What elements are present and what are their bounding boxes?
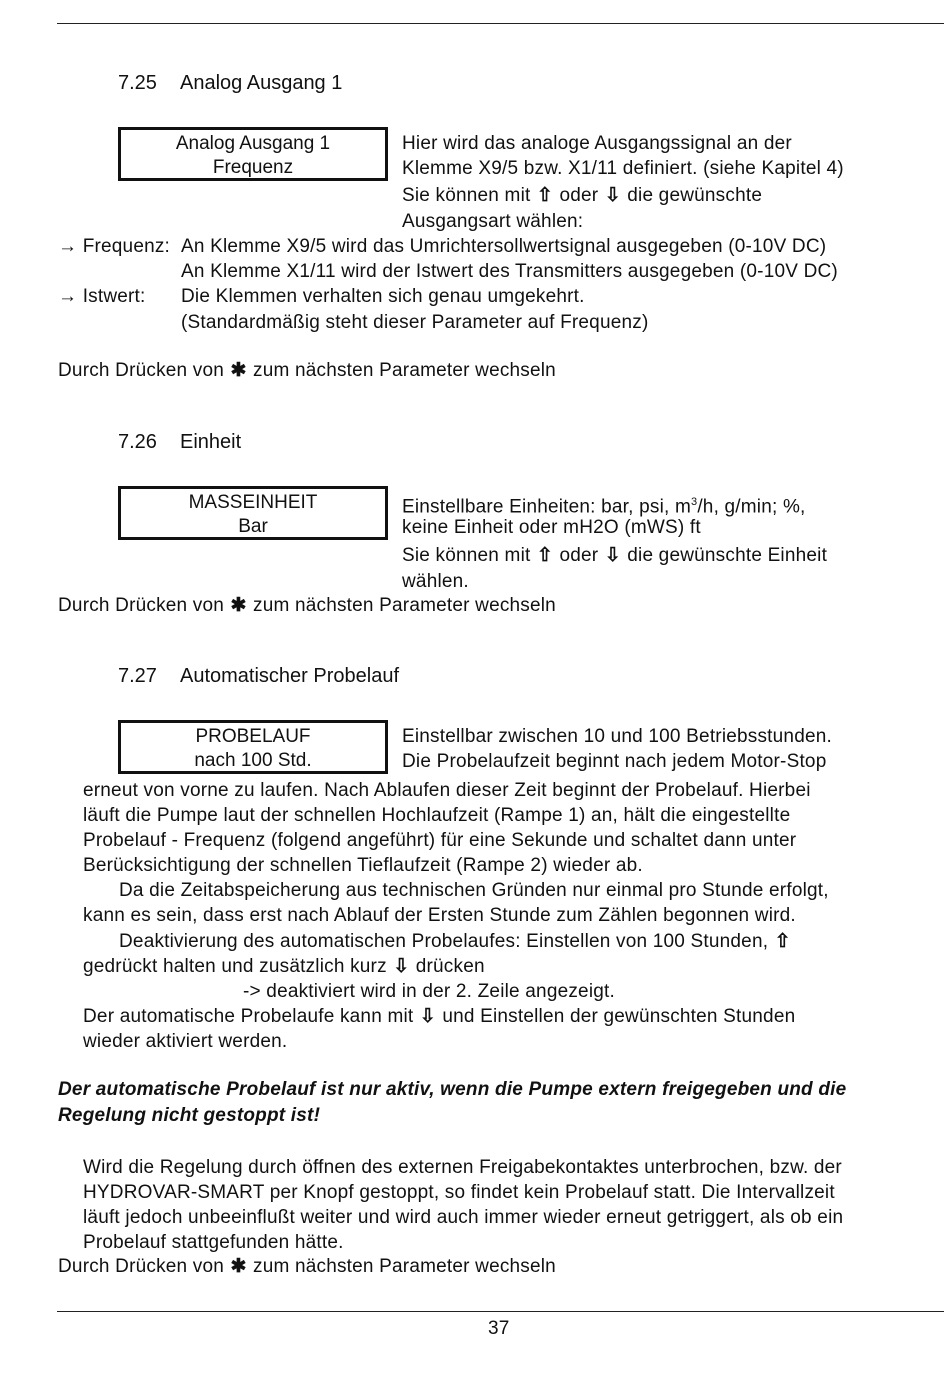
section-number: 7.25 xyxy=(118,72,157,94)
description-line: wählen. xyxy=(402,571,469,592)
description-text: Sie können mit xyxy=(402,185,531,206)
hint-text: zum nächsten Parameter wechseln xyxy=(253,595,556,616)
body-line: erneut von vorne zu laufen. Nach Ablaufen dieser Zeit beginnt der Probelauf. Hierbei xyxy=(83,780,811,801)
description-line: keine Einheit oder mH2O (mWS) ft xyxy=(402,517,701,538)
top-rule xyxy=(57,23,944,24)
description-line xyxy=(402,183,762,208)
display-line-2: nach 100 Std. xyxy=(194,750,312,771)
option-label: Frequenz: xyxy=(82,236,171,257)
option-text: An Klemme X9/5 wird das Umrichtersollwertsignal ausgegeben (0-10V DC) xyxy=(181,236,827,257)
body-line xyxy=(119,929,792,954)
asterisk-icon: ✱ xyxy=(230,595,247,616)
body-line: Berücksichtigung der schnellen Tieflaufzeit (Rampe 2) wieder ab. xyxy=(83,855,643,876)
section-heading-7-26 xyxy=(118,429,242,455)
description-line: Einstellbar zwischen 10 und 100 Betriebsstunden. xyxy=(402,726,832,747)
warning-line: Regelung nicht gestoppt ist! xyxy=(58,1105,321,1126)
arrow-down-icon: ⇩ xyxy=(419,1006,436,1027)
arrow-right-icon: → xyxy=(58,286,78,307)
description-text: die gewünschte Einheit xyxy=(627,545,828,566)
display-box-analog-output xyxy=(118,127,388,181)
arrow-up-icon: ⇧ xyxy=(536,185,554,206)
body-text: drücken xyxy=(415,956,485,977)
body-line: Probelauf - Frequenz (folgend angeführt) für eine Sekunde und schaltet dann unter xyxy=(83,830,797,851)
section-heading-7-27 xyxy=(118,663,400,689)
description-text: oder xyxy=(559,545,599,566)
section-title: Automatischer Probelauf xyxy=(180,665,400,687)
description-line xyxy=(402,543,827,568)
warning-line: Der automatische Probelauf ist nur aktiv, wenn die Pumpe extern freigegeben und die xyxy=(58,1079,847,1100)
hint-text: zum nächsten Parameter wechseln xyxy=(253,360,556,381)
description-line: Hier wird das analoge Ausgangssignal an der xyxy=(402,133,792,154)
asterisk-icon: ✱ xyxy=(230,1256,247,1277)
description-line: Die Probelaufzeit beginnt nach jedem Motor-Stop xyxy=(402,751,827,772)
hint-text: Durch Drücken von xyxy=(58,595,225,616)
body-text: Der automatische Probelaufe kann mit xyxy=(83,1006,414,1027)
arrow-up-icon: ⇧ xyxy=(536,545,554,566)
display-box-unit xyxy=(118,486,388,540)
description-line: Klemme X9/5 bzw. X1/11 definiert. (siehe Kapitel 4) xyxy=(402,158,844,179)
display-line-2: Bar xyxy=(238,516,268,537)
hint-text: Durch Drücken von xyxy=(58,1256,225,1277)
hint-text: zum nächsten Parameter wechseln xyxy=(253,1256,556,1277)
body-line xyxy=(83,954,485,979)
display-line-2: Frequenz xyxy=(212,157,294,178)
asterisk-icon: ✱ xyxy=(230,360,247,381)
body-line: Wird die Regelung durch öffnen des externen Freigabekontaktes unterbrochen, bzw. der xyxy=(83,1157,842,1178)
description-text: oder xyxy=(559,185,599,206)
superscript: 3 xyxy=(691,496,698,508)
section-title: Analog Ausgang 1 xyxy=(180,72,343,94)
option-label: Istwert: xyxy=(82,286,146,307)
arrow-right-icon: → xyxy=(58,236,78,257)
next-parameter-hint xyxy=(58,1254,556,1279)
arrow-down-icon: ⇩ xyxy=(393,956,410,977)
default-note: (Standardmäßig steht dieser Parameter auf Frequenz) xyxy=(181,312,649,333)
page-number: 37 xyxy=(488,1318,510,1339)
body-text: und Einstellen der gewünschten Stunden xyxy=(436,1006,796,1027)
description-text: Einstellbare Einheiten: bar, psi, m xyxy=(402,496,691,518)
description-text: /h, g/min; %, xyxy=(697,496,806,518)
description-text: Sie können mit xyxy=(402,545,531,566)
body-line: läuft jedoch unbeeinflußt weiter und wird auch immer wieder erneut getriggert, als ob ein xyxy=(83,1207,844,1228)
body-line: -> deaktiviert wird in der 2. Zeile angezeigt. xyxy=(243,981,615,1002)
option-text: An Klemme X1/11 wird der Istwert des Transmitters ausgegeben (0-10V DC) xyxy=(181,261,838,282)
body-line: Probelauf stattgefunden hätte. xyxy=(83,1232,344,1253)
description-line: Ausgangsart wählen: xyxy=(402,211,584,232)
display-line-1: MASSEINHEIT xyxy=(188,492,318,513)
section-number: 7.27 xyxy=(118,665,157,687)
next-parameter-hint xyxy=(58,358,556,383)
arrow-down-icon: ⇩ xyxy=(604,545,621,566)
body-text: Deaktivierung des automatischen Probelaufes: Einstellen von 100 Stunden, xyxy=(119,931,769,952)
body-text: gedrückt halten und zusätzlich kurz xyxy=(83,956,387,977)
hint-text: Durch Drücken von xyxy=(58,360,225,381)
section-title: Einheit xyxy=(180,431,242,453)
arrow-up-icon: ⇧ xyxy=(774,931,791,952)
section-heading-7-25 xyxy=(118,70,343,96)
bottom-rule xyxy=(57,1311,944,1312)
body-line: wieder aktiviert werden. xyxy=(83,1031,288,1052)
option-text: Die Klemmen verhalten sich genau umgekehrt. xyxy=(181,286,585,307)
next-parameter-hint xyxy=(58,593,556,618)
description-text: die gewünschte xyxy=(627,185,763,206)
display-box-test-run xyxy=(118,720,388,774)
body-line: kann es sein, dass erst nach Ablauf der Ersten Stunde zum Zählen begonnen wird. xyxy=(83,905,796,926)
body-line xyxy=(83,1004,795,1029)
option-istwert xyxy=(58,284,146,309)
display-line-1: Analog Ausgang 1 xyxy=(175,133,331,154)
arrow-down-icon: ⇩ xyxy=(604,185,621,206)
body-line: HYDROVAR-SMART per Knopf gestoppt, so findet kein Probelauf statt. Die Intervallzeit xyxy=(83,1182,835,1203)
option-frequenz xyxy=(58,234,170,259)
section-number: 7.26 xyxy=(118,431,157,453)
body-line: Da die Zeitabspeicherung aus technischen Gründen nur einmal pro Stunde erfolgt, xyxy=(119,880,829,901)
display-line-1: PROBELAUF xyxy=(195,726,311,747)
body-line: läuft die Pumpe laut der schnellen Hochlaufzeit (Rampe 1) an, hält die eingestellte xyxy=(83,805,791,826)
